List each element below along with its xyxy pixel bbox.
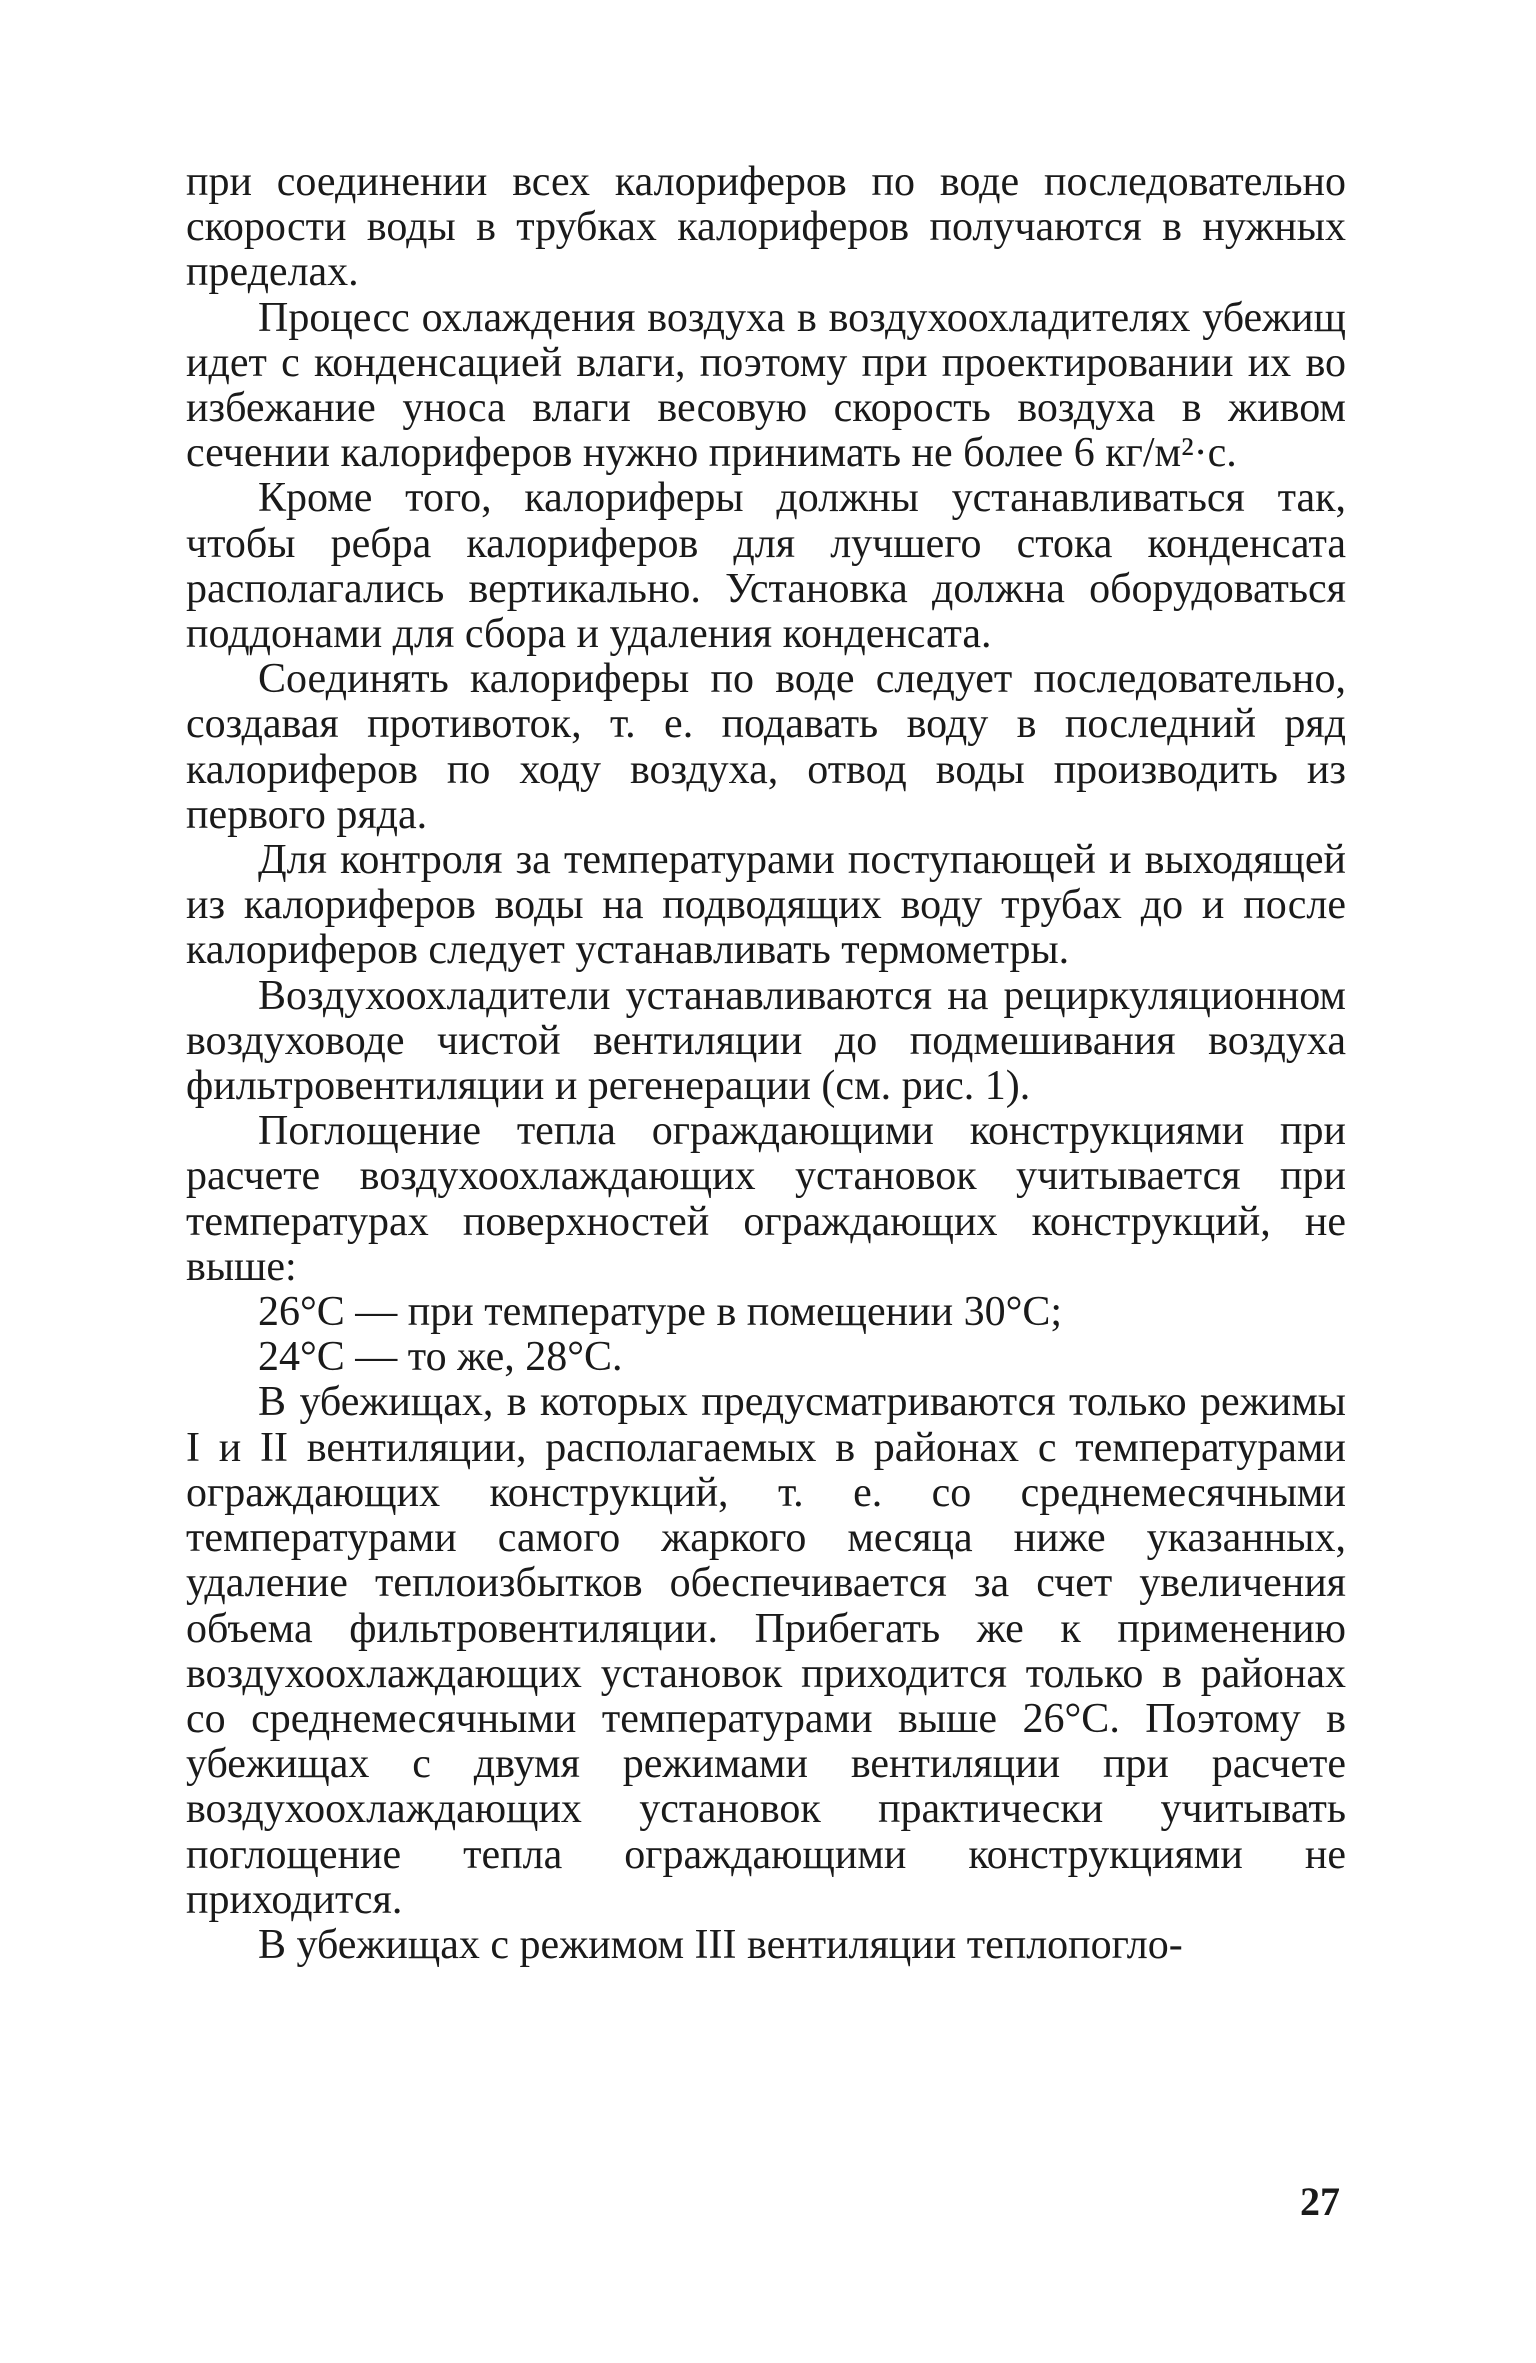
paragraph-9: В убежищах с режимом III вентиляции теплопогло-	[258, 1921, 1183, 1968]
paragraph-3: Кроме того, калориферы должны устанавливаться так, чтобы ребра калориферов для лучшего стока конденсата располагались вертикально. Установка должна оборудоваться поддонами для сбора и удаления конденсата.	[186, 475, 1346, 658]
paragraph-1: при соединении всех калориферов по воде последовательно скорости воды в трубках калориферов получаются в нужных пределах.	[186, 159, 1346, 296]
paragraph-5: Для контроля за температурами поступающей и выходящей из калориферов воды на подводящих воду трубах до и после калориферов следует устанавливать термометры.	[186, 837, 1346, 974]
page-body	[186, 160, 1346, 1968]
paragraph-4: Соединять калориферы по воде следует последовательно, создавая противоток, т. е. подавать воду в последний ряд калориферов по ходу воздуха, отвод воды производить из первого ряда.	[186, 656, 1346, 838]
page-number: 27	[1300, 2179, 1340, 2224]
paragraph-2: Процесс охлаждения воздуха в воздухоохладителях убежищ идет с конденсацией влаги, поэтому при проектировании их во избежание уноса влаги весовую скорость воздуха в живом сечении калориферов нужно принимать не более 6 кг/м²·с.	[186, 294, 1346, 477]
paragraph-8: В убежищах, в которых предусматриваются только режимы I и II вентиляции, располагаемых в районах с температурами ограждающих конструкций, т. е. со среднемесячными температурами самого жаркого месяца ниже указанных, удаление теплоизбытков обеспечивается за счет увеличения объема фильтровентиляции. Прибегать же к применению воздухоохлаждающих установок приходится только в районах со среднемесячными температурами выше 26°C. Поэтому в убежищах с двумя режимами вентиляции при расчете воздухоохлаждающих установок практически учитывать поглощение тепла ограждающими конструкциями не приходится.	[186, 1379, 1346, 1923]
paragraph-7: Поглощение тепла ограждающими конструкциями при расчете воздухоохлаждающих установок учитывается при температурах поверхностей ограждающих конструкций, не выше:	[186, 1108, 1346, 1290]
paragraph-6: Воздухоохладители устанавливаются на рециркуляционном воздуховоде чистой вентиляции до подмешивания воздуха фильтровентиляции и регенерации (см. рис. 1).	[186, 972, 1346, 1110]
temperature-line-1: 26°C — при температуре в помещении 30°C;	[258, 1289, 1063, 1336]
temperature-line-2: 24°C — то же, 28°C.	[258, 1334, 623, 1381]
